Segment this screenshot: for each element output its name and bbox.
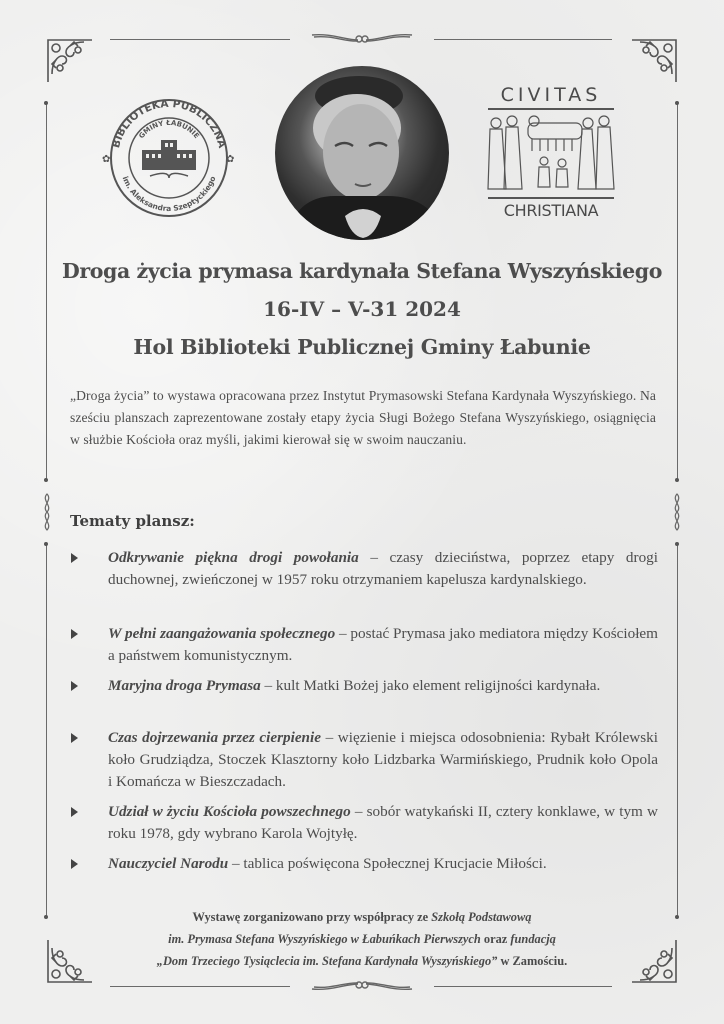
bullet-triangle-icon [71,859,78,869]
footer-school: Szkołą Podstawową [431,910,532,924]
civitas-christiana-logo [484,84,618,224]
topic-item [70,623,658,667]
topic-item [70,547,658,591]
topic-title: Udział w życiu Kościoła powszechnego [108,803,351,820]
exhibition-title: Droga życia prymasa kardynała Stefana Wyszyńskiego [61,259,663,283]
topic-description: – czasy dzieciństwa, poprzez etapy drogi duchownej, zwieńczonej w 1957 roku otrzymaniem kapelusza kardynalskiego. [108,549,658,588]
bullet-triangle-icon [71,681,78,691]
library-arc-inner: GMINY ŁABUNIE [137,118,201,141]
topic-description: – postać Prymasa jako mediatora między Kościołem a państwem komunistycznym. [108,625,658,664]
border-right-lower [677,545,678,917]
border-dot [675,915,679,919]
border-top-left [110,39,290,40]
topic-title: Czas dojrzewania przez cierpienie [108,729,321,746]
knot-right-icon [670,492,684,532]
topic-item [70,853,658,875]
footer-foundation-name: „Dom Trzeciego Tysiąclecia im. Stefana Kardynała Wyszyńskiego” [156,954,498,968]
border-dot [675,101,679,105]
topic-description: – kult Matki Bożej jako element religijności kardynała. [260,677,601,694]
border-dot [44,101,48,105]
intro-paragraph: „Droga życia” to wystawa opracowana przez Instytut Prymasowski Stefana Kardynała Wyszyńskiego. Na sześciu planszach zaprezentowane zostały etapy życia Sługi Bożego Stefana Wyszyńskiego, osiągnięcia w służbie Kościoła oraz myśli, jakimi kierował się w swoim nauczaniu. [70,388,656,447]
knot-left-icon [40,492,54,532]
footer-text: oraz [480,932,511,946]
border-dot [44,542,48,546]
border-left-upper [46,104,47,480]
civitas-top-text: CIVITAS [500,84,602,106]
library-arc-top: BIBLIOTEKA PUBLICZNA [110,97,228,150]
topic-title: Maryjna droga Prymasa [108,677,261,694]
bullet-triangle-icon [71,629,78,639]
border-dot [675,542,679,546]
topic-title: Odkrywanie piękna drogi powołania [108,549,359,566]
civitas-figures-icon [484,113,618,193]
footer-foundation-label: fundacją [510,932,556,946]
border-left-lower [46,545,47,917]
corner-ornament-icon [628,34,680,86]
portrait-photo [275,66,449,240]
library-arc-bottom: im. Aleksandra Szeptyckiego [120,174,218,214]
border-dot [675,478,679,482]
exhibition-venue: Hol Biblioteki Publicznej Gminy Łabunie [133,335,591,359]
civitas-bottom-text: CHRISTIANA [503,201,599,220]
footer-text: w Zamościu. [497,954,568,968]
topic-item [70,801,658,845]
topic-item [70,675,658,697]
border-bottom-left [110,986,290,987]
border-dot [44,478,48,482]
portrait-figure-icon [275,66,449,240]
civitas-rule [488,108,614,110]
border-top-right [434,39,612,40]
border-bottom-right [434,986,612,987]
flourish-bottom-icon [310,978,414,992]
topics-heading: Tematy plansz: [70,512,195,530]
topic-title: W pełni zaangażowania społecznego [108,625,336,642]
civitas-rule [488,197,614,199]
svg-text:✿: ✿ [226,154,235,165]
border-dot [44,915,48,919]
footer-school-name: im. Prymasa Stefana Wyszyńskiego w Łabuńkach Pierwszych [168,932,481,946]
exhibition-dates: 16-IV – V-31 2024 [263,297,461,321]
library-building-icon [142,140,196,170]
bullet-triangle-icon [71,807,78,817]
bullet-triangle-icon [71,553,78,563]
corner-ornament-icon [44,34,96,86]
border-right-upper [677,104,678,480]
bullet-triangle-icon [71,733,78,743]
topic-description: – tablica poświęcona Społecznej Krucjacie Miłości. [228,855,547,872]
flourish-top-icon [310,32,414,46]
footer-text: Wystawę zorganizowano przy współpracy ze [192,910,432,924]
topic-item [70,727,658,793]
topic-description: – więzienie i miejsca odosobnienia: Rybałt Królewski koło Grudziądza, Stoczek Klasztorny koło Lidzbarka Warmińskiego, Prudnik koło Opola i Komańcza w Bieszczadach. [108,729,658,790]
library-logo [98,96,240,218]
svg-text:✿: ✿ [102,154,111,165]
topic-title: Nauczyciel Narodu [108,855,229,872]
organizers-note [80,906,644,972]
topic-description: – sobór watykański II, cztery konklawe, w tym w roku 1978, gdy wybrano Karola Wojtyłę. [108,803,658,842]
